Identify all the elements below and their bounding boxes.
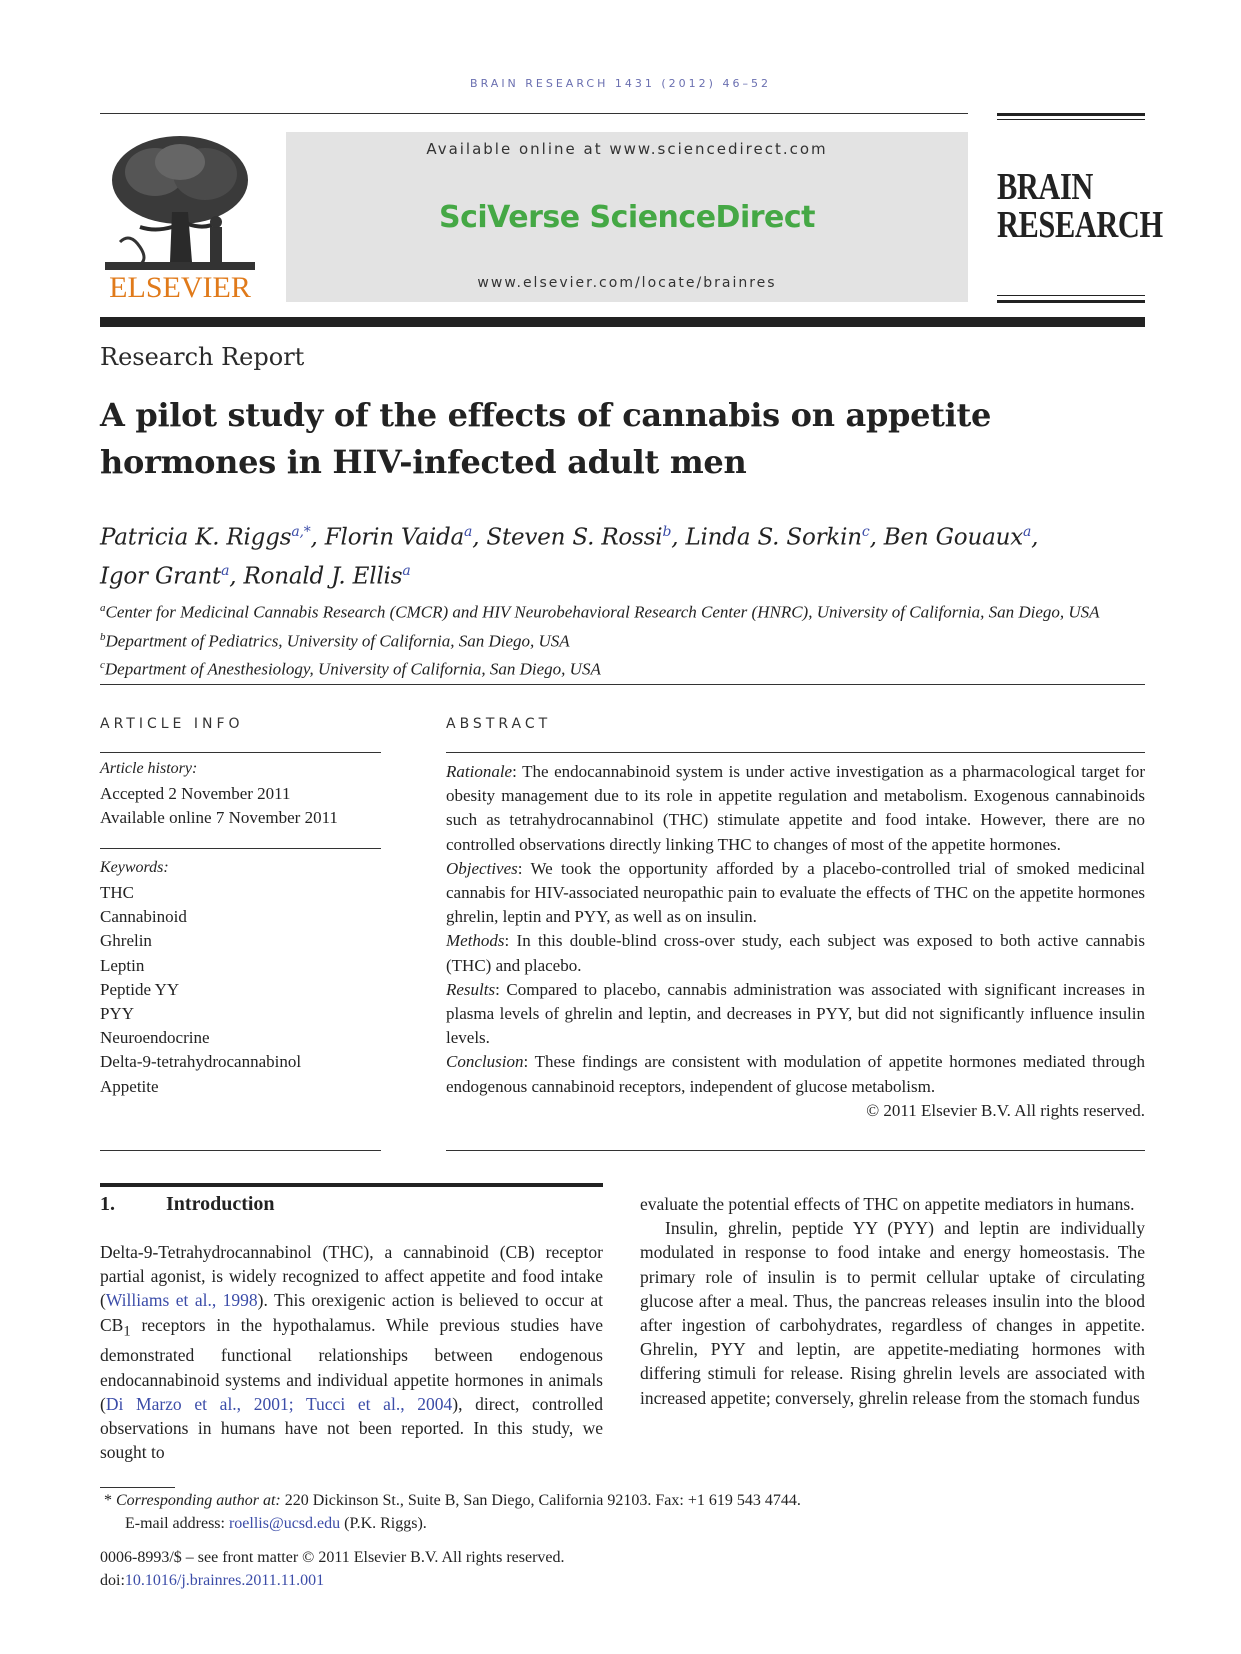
affiliation-marker: b: [100, 630, 106, 643]
accepted-date: Accepted 2 November 2011: [100, 784, 291, 803]
abstract-text: : The endocannabinoid system is under active investigation as a pharmacological target for obesity management due to its role in appetite regulation and metabolism. Exogenous cannabinoids such as tetrahydrocannabinol (THC) stimulate appetite and food intake. However, there are no controlled observations directly linking THC to changes of most of the appetite hormones.: [446, 762, 1145, 854]
abstract-text: : Compared to placebo, cannabis administration was associated with significant increases in plasma levels of ghrelin and leptin, and decreases in PYY, but did not significantly influence insulin levels.: [446, 979, 1145, 1048]
abstract-text: : We took the opportunity afforded by a placebo-controlled trial of smoked medicinal cannabis for HIV-associated neuropathic pain to evaluate the effects of THC on the appetite hormones ghrelin, leptin and PYY, as well as on insulin.: [446, 858, 1145, 927]
available-online-text: Available online at www.sciencedirect.com: [426, 140, 828, 158]
journal-title-line1: BRAIN: [997, 166, 1093, 208]
abstract-results: [446, 978, 1145, 1051]
elsevier-wordmark: ELSEVIER: [109, 271, 251, 304]
keyword: Ghrelin: [100, 931, 152, 951]
keyword: PYY: [100, 1004, 135, 1024]
author-affil-link[interactable]: a: [221, 562, 230, 579]
footnote-line: [100, 1489, 1145, 1512]
front-matter: [100, 1546, 565, 1592]
corresponding-author-footnote: [100, 1489, 1145, 1535]
footnote-label: Corresponding author at:: [116, 1492, 281, 1509]
abstract-section-label: Conclusion: [446, 1052, 524, 1072]
article-title: A pilot study of the effects of cannabis on appetite hormones in HIV-infected adult men: [100, 396, 992, 481]
body-column-right: [640, 1192, 1145, 1410]
journal-running-header: BRAIN RESEARCH 1431 (2012) 46–52: [470, 77, 771, 90]
journal-title-rule: [997, 295, 1145, 296]
affiliation-marker: a: [100, 602, 106, 614]
author-name: Ben Gouaux: [883, 524, 1023, 551]
author-affil-link[interactable]: a: [464, 524, 473, 540]
affiliation: [100, 653, 1150, 682]
keyword: THC: [100, 883, 134, 902]
elsevier-tree-icon: [100, 132, 260, 307]
journal-title-rule: [997, 119, 1145, 120]
abstract-copyright: © 2011 Elsevier B.V. All rights reserved.: [866, 1100, 1145, 1120]
abstract-text: : In this double-blind cross-over study, each subject was exposed to both active cannabis (THC) and placebo.: [446, 931, 1145, 975]
body-text: ). This orexigenic action is believed to occur at CB: [100, 1290, 603, 1335]
body-text: Delta-9-Tetrahydrocannabinol (THC), a cannabinoid (CB) receptor partial agonist, is widely recognized to affect appetite and food intake (: [100, 1242, 603, 1311]
affiliation-text: Department of Pediatrics, University of California, San Diego, USA: [105, 631, 570, 651]
abstract-methods: [446, 929, 1145, 977]
header-divider-bar: [100, 317, 1145, 327]
doi-label: doi:: [100, 1572, 125, 1589]
doi-link[interactable]: 10.1016/j.brainres.2011.11.001: [124, 1572, 325, 1589]
elsevier-logo: [100, 132, 260, 307]
elsevier-url[interactable]: www.elsevier.com/locate/brainres: [477, 275, 777, 291]
author-affil-link[interactable]: a: [1022, 524, 1032, 540]
email-suffix: (P.K. Riggs).: [340, 1515, 427, 1532]
abstract-rule: [446, 1150, 1145, 1151]
author-name: Florin Vaida: [324, 524, 465, 551]
keyword: Neuroendocrine: [100, 1028, 210, 1048]
affiliation: [100, 596, 1150, 625]
email-link[interactable]: roellis@ucsd.edu: [228, 1515, 341, 1532]
section-title: Introduction: [166, 1193, 275, 1215]
article-info-rule: [100, 1150, 381, 1151]
author-list: Patricia K. Riggs$^{a,*}$, Florin Vaida$^a$, Steven S. Rossi$^b$, Linda S. Sorkin$^c$, Ben Gouaux$^a$, Igor Grant$^a$, Ronald J. Ellis$^a$: [100, 524, 1039, 590]
article-info-rule: [100, 752, 381, 753]
affiliation-list: [100, 596, 1150, 682]
section-heading: [100, 1193, 275, 1216]
body-column-left: [100, 1240, 603, 1464]
affiliation-text: Department of Anesthesiology, University of California, San Diego, USA: [104, 659, 601, 679]
article-history-label: Article history:: [100, 760, 198, 777]
footnote-marker: *: [104, 1492, 112, 1509]
author-name: Linda S. Sorkin: [685, 524, 862, 551]
affiliation-marker: c: [100, 659, 105, 672]
abstract-conclusion: [446, 1050, 1145, 1098]
citation-link[interactable]: Di Marzo et al., 2001; Tucci et al., 2004: [105, 1393, 453, 1414]
abstract-rationale: [446, 760, 1145, 857]
intro-heading-bar: [100, 1183, 603, 1187]
article-info-heading: ARTICLE INFO: [100, 716, 244, 732]
available-online-date: Available online 7 November 2011: [100, 808, 338, 827]
email-label: E-mail address:: [125, 1515, 229, 1532]
affiliation-text: Center for Medicinal Cannabis Research (CMCR) and HIV Neurobehavioral Research Center (HNRC), University of California, San Diego, USA: [105, 602, 1100, 622]
author-name: Igor Grant: [100, 563, 222, 590]
header-rule: [100, 113, 968, 114]
journal-title-rule: [997, 300, 1145, 303]
author-affil-link[interactable]: c: [861, 524, 870, 540]
doi-line: [100, 1569, 565, 1592]
journal-title-rule: [997, 113, 1145, 116]
abstract-section-label: Rationale: [446, 762, 513, 781]
author-name: Patricia K. Riggs: [100, 524, 292, 551]
section-rule: [100, 684, 1145, 685]
sciverse-logo[interactable]: SciVerse ScienceDirect: [439, 200, 815, 235]
abstract-section-label: Methods: [446, 931, 505, 951]
footnote-address: 220 Dickinson St., Suite B, San Diego, California 92103. Fax: +1 619 543 4744.: [280, 1492, 801, 1509]
keyword-list: [100, 881, 301, 1099]
article-info-rule: [100, 848, 381, 849]
keyword: Appetite: [100, 1076, 159, 1096]
paragraph: evaluate the potential effects of THC on appetite mediators in humans.: [640, 1194, 1135, 1214]
abstract-objectives: [446, 857, 1145, 930]
keyword: Cannabinoid: [100, 907, 187, 927]
paragraph: Insulin, ghrelin, peptide YY (PYY) and leptin are individually modulated in response to food intake and energy homeostasis. The primary role of insulin is to permit cellular uptake of circulating glucose after a meal. Thus, the pancreas releases insulin into the blood after ingestion of carbohydrates, regardless of changes in appetite. Ghrelin, PYY and leptin, are appetite-mediating hormones with differing stimuli for release. Rising ghrelin levels are associated with increased appetite; conversely, ghrelin release from the stomach fundus: [640, 1218, 1145, 1408]
journal-title-logo: [997, 166, 1163, 246]
subscript: 1: [123, 1323, 131, 1340]
abstract-text: : These findings are consistent with modulation of appetite hormones mediated through endogenous cannabinoid receptors, independent of glucose metabolism.: [446, 1052, 1145, 1096]
author-name: Ronald J. Ellis: [243, 563, 403, 590]
section-type: Research Report: [100, 343, 305, 371]
author-name: Steven S. Rossi: [486, 524, 663, 551]
journal-title-line2: RESEARCH: [997, 204, 1163, 246]
abstract-heading: ABSTRACT: [446, 716, 552, 732]
abstract-section-label: Objectives: [446, 858, 518, 878]
keywords-label: Keywords:: [100, 859, 169, 876]
abstract-section-label: Results: [446, 979, 496, 999]
paragraph: [100, 1240, 603, 1464]
affiliation: [100, 625, 1150, 654]
issn-line: 0006-8993/$ – see front matter © 2011 Elsevier B.V. All rights reserved.: [100, 1549, 565, 1566]
abstract-body: [446, 760, 1145, 1123]
keyword: Leptin: [100, 955, 145, 975]
body-text: receptors in the hypothalamus. While previous studies have demonstrated functional relationships between endogenous endocannabinoid systems and individual appetite hormones in animals (: [100, 1314, 603, 1414]
abstract-rule: [446, 752, 1145, 753]
citation-link[interactable]: Williams et al., 1998: [105, 1290, 258, 1311]
author-affil-link[interactable]: a: [402, 562, 411, 579]
body-text: ), direct, controlled observations in humans have not been reported. In this study, we sought to: [100, 1393, 603, 1463]
footnote-email-line: [100, 1512, 1145, 1535]
author-affil-link[interactable]: b: [662, 524, 672, 540]
keyword: Delta-9-tetrahydrocannabinol: [100, 1052, 302, 1072]
footnote-rule: [100, 1487, 175, 1488]
author-affil-link[interactable]: a,*: [291, 524, 311, 540]
keyword: Peptide YY: [100, 979, 180, 999]
section-number: 1.: [100, 1193, 115, 1215]
